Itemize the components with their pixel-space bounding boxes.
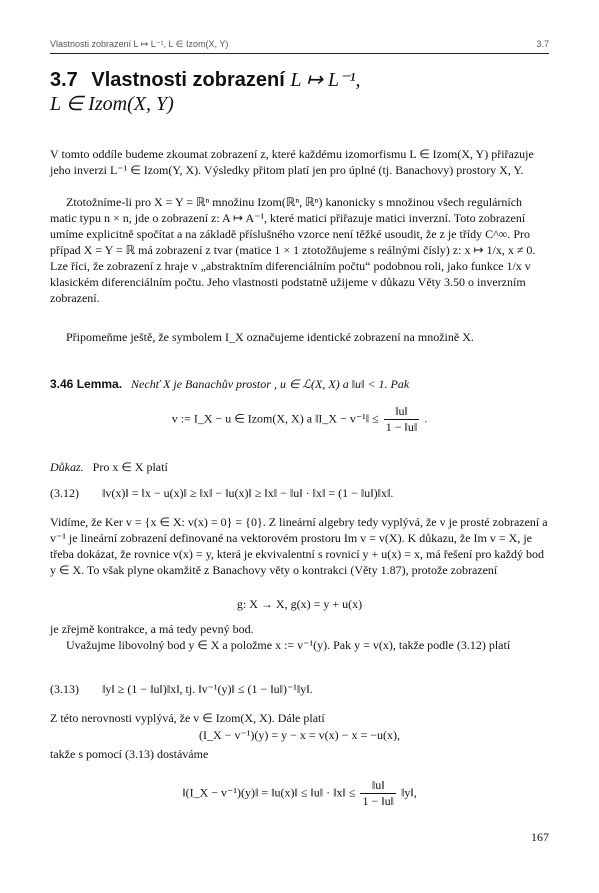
fraction: [360, 778, 396, 809]
section-title-text: Vlastnosti zobrazení: [91, 69, 285, 91]
paragraph-arbitrary-point: Uvažujme libovolný bod y ∈ X a položme x := v⁻¹(y). Pak y = v(x), takže podle (3.12) platí: [66, 638, 511, 652]
fraction: [384, 404, 420, 435]
paragraph-kernel: Vidíme, že Ker v = {x ∈ X: v(x) = 0} = {0}. Z lineární algebry tedy vyplývá, že v je prosté zobrazení a v⁻¹ je lineární zobrazení definované na vektorovém prostoru Im v = v(X). K důkazu, že Im v = X, je třeba dokázat, že rovnice v(x) = y, která je ekvivalentní s rovnicí y + u(x) = x, má řešení pro každý bod y ∈ X. To však plyne okamžitě z Banachovy věty o kontrakci (Věty 1.87), protože zobrazení: [50, 515, 548, 577]
running-head-right: 3.7: [536, 39, 549, 49]
paragraph-intro: V tomto oddíle budeme zkoumat zobrazení z, které každému izomorfismu L ∈ Izom(X, Y) přiřazuje jeho inverzi L⁻¹ ∈ Izom(Y, X). Výsledky přitom platí jen pro úplné (tj. Banachovy) prostory X, Y.: [50, 147, 534, 177]
fraction-numerator: ‖u‖: [360, 778, 396, 794]
display-contraction: g: X → X, g(x) = y + u(x): [236, 597, 363, 611]
fraction-numerator: ‖u‖: [384, 404, 420, 420]
section-title-math-1: L ↦ L⁻¹,: [290, 69, 361, 91]
display-lemma-formula: [50, 404, 549, 435]
proof-start: [50, 459, 549, 475]
lemma-statement: [50, 376, 549, 392]
paragraph-using-3-13: takže s pomocí (3.13) dostáváme: [50, 747, 209, 761]
equation-expression: ‖v(x)‖ = ‖x − u(x)‖ ≥ ‖x‖ − ‖u(x)‖ ≥ ‖x‖ − ‖u‖ · ‖x‖ = (1 − ‖u‖)‖x‖.: [102, 486, 394, 500]
section-title: [50, 68, 549, 116]
equation-tag: (3.12): [50, 486, 79, 500]
page: [50, 0, 549, 893]
paragraph-matrices: Ztotožníme-li pro X = Y = ℝⁿ množinu Izom(ℝⁿ, ℝⁿ) kanonicky s množinou všech regulárních matic typu n × n, jde o zobrazení z: A ↦ A⁻¹, které matici přiřazuje matici inverzní. Toto zobrazení umíme explicitně spočítat a na základě příslušného vzorce není těžké usoudit, že z je třídy C^∞. Pro případ X = Y = ℝ má zobrazení z tvar (matice 1 × 1 ztotožňujeme s reálnými čísly) z: x ↦ 1/x, x ≠ 0. Lze říci, že zobrazení z hraje v „abstraktním diferenciálním počtu“ podobnou roli, jako funkce 1/x v klasickém diferenciálním počtu. Jeho vlastnosti podstatně užijeme v důkazu Věty 3.50 o inverzním zobrazení.: [50, 195, 536, 305]
lemma-text: Nechť X je Banachův prostor , u ∈ ℒ(X, X) a ‖u‖ < 1. Pak: [131, 377, 410, 391]
formula-left: ‖(I_X − v⁻¹)(y)‖ = ‖u(x)‖ ≤ ‖u‖ · ‖x‖ ≤: [182, 785, 356, 800]
equation-expression: ‖y‖ ≥ (1 − ‖u‖)‖x‖, tj. ‖v⁻¹(y)‖ ≤ (1 − ‖u‖)⁻¹‖y‖.: [102, 682, 313, 696]
section-title-math-2: L ∈ Izom(X, Y): [50, 93, 174, 115]
running-head-left: Vlastnosti zobrazení L ↦ L⁻¹, L ∈ Izom(X, Y): [50, 39, 229, 49]
paragraph-identity: Připomeňme ještě, že symbolem I_X označujeme identické zobrazení na množině X.: [66, 330, 474, 344]
formula-end: .: [424, 411, 428, 426]
proof-text: Pro x ∈ X platí: [92, 460, 168, 474]
paragraph-fixed-point: je zřejmě kontrakce, a má tedy pevný bod.: [50, 622, 254, 636]
fraction-denominator: 1 − ‖u‖: [385, 420, 418, 434]
fraction-denominator: 1 − ‖u‖: [362, 794, 394, 808]
page-number: 167: [531, 830, 549, 844]
proof-label: Důkaz.: [50, 460, 84, 474]
lemma-heading: 3.46 Lemma.: [50, 377, 123, 391]
formula-end: ‖y‖,: [401, 785, 417, 800]
formula-left: v := I_X − u ∈ Izom(X, X) a ‖I_X − v⁻¹‖ ≤: [171, 411, 379, 426]
running-head: [50, 37, 549, 54]
display-final-estimate: [50, 778, 549, 809]
section-number: 3.7: [50, 69, 78, 91]
equation-tag: (3.13): [50, 682, 79, 696]
paragraph-inequality: Z této nerovnosti vyplývá, že v ∈ Izom(X, X). Dále platí: [50, 711, 325, 725]
display-identity-difference: (I_X − v⁻¹)(y) = y − x = v(x) − x = −u(x),: [199, 728, 400, 742]
